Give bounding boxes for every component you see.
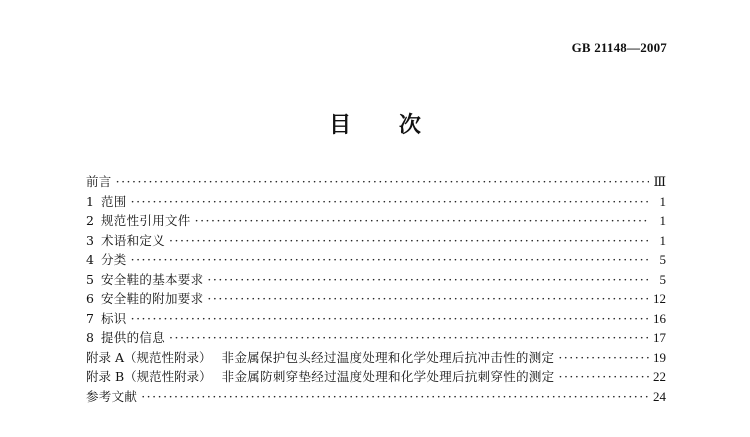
- toc-section-number: 5: [86, 271, 94, 287]
- toc-entry-title: 非金属保护包头经过温度处理和化学处理后抗冲击性的测定: [221, 349, 555, 365]
- toc-section-number: 1: [86, 193, 94, 209]
- dot-leader: [141, 387, 649, 407]
- dot-leader: [131, 309, 649, 329]
- dot-leader: [169, 231, 650, 251]
- toc-entry-5[interactable]: [86, 270, 666, 290]
- table-of-contents: [86, 172, 666, 406]
- toc-entry-8[interactable]: [86, 328, 666, 348]
- toc-entry-2[interactable]: [86, 211, 666, 231]
- toc-entry-title: 分类: [101, 252, 127, 267]
- toc-appendix-label: 附录 A（规范性附录）: [86, 349, 212, 365]
- toc-section-number: 4: [86, 252, 94, 267]
- dot-leader: [558, 367, 649, 387]
- toc-section-number: 7: [86, 310, 94, 326]
- toc-appendix-label: 附录 B（规范性附录）: [86, 369, 212, 384]
- toc-page-number: 19: [653, 349, 666, 365]
- toc-section-number: 3: [86, 232, 94, 248]
- dot-leader: [131, 250, 650, 270]
- toc-page-number: 1: [659, 232, 666, 248]
- toc-entry-title: 提供的信息: [101, 330, 166, 345]
- dot-leader: [195, 211, 650, 231]
- page-title: 目 次: [329, 113, 441, 138]
- toc-entry-title: 规范性引用文件: [101, 213, 191, 228]
- toc-entry-title: 非金属防刺穿垫经过温度处理和化学处理后抗刺穿性的测定: [221, 369, 555, 384]
- dot-leader: [116, 172, 650, 192]
- toc-entry-6[interactable]: [86, 289, 666, 309]
- toc-section-number: 6: [86, 291, 94, 306]
- toc-page-number: 16: [653, 310, 666, 326]
- toc-page-number: 1: [659, 193, 666, 209]
- toc-entry-1[interactable]: [86, 192, 666, 212]
- toc-page-number: 5: [659, 252, 666, 267]
- standard-code: GB 21148—2007: [571, 40, 667, 55]
- toc-page-number: 17: [653, 330, 666, 345]
- toc-entry-references[interactable]: [86, 387, 666, 407]
- toc-entry-4[interactable]: [86, 250, 666, 270]
- toc-entry-title: 安全鞋的基本要求: [101, 271, 204, 287]
- toc-entry-appendix-b[interactable]: [86, 367, 666, 387]
- toc-entry-7[interactable]: [86, 309, 666, 329]
- toc-entry-title: 术语和定义: [101, 232, 166, 248]
- toc-page-number: 5: [659, 271, 666, 287]
- toc-page-number: 22: [653, 369, 666, 384]
- dot-leader: [131, 192, 650, 212]
- dot-leader: [558, 348, 649, 368]
- toc-page-number: 12: [653, 291, 666, 306]
- toc-entry-title: 范围: [101, 193, 127, 209]
- toc-page-number: 24: [653, 388, 666, 404]
- toc-entry-foreword[interactable]: [86, 172, 666, 192]
- dot-leader: [169, 328, 649, 348]
- toc-entry-appendix-a[interactable]: [86, 348, 666, 368]
- toc-page-number: Ⅲ: [653, 174, 666, 189]
- toc-entry-title: 参考文献: [86, 388, 138, 404]
- dot-leader: [207, 270, 650, 290]
- toc-page-number: 1: [659, 213, 666, 228]
- toc-entry-3[interactable]: [86, 231, 666, 251]
- toc-section-number: 2: [86, 213, 94, 228]
- toc-section-number: 8: [86, 330, 94, 345]
- toc-entry-title: 标识: [101, 310, 127, 326]
- toc-entry-title: 安全鞋的附加要求: [101, 291, 204, 306]
- dot-leader: [207, 289, 649, 309]
- toc-entry-title: 前言: [86, 174, 112, 189]
